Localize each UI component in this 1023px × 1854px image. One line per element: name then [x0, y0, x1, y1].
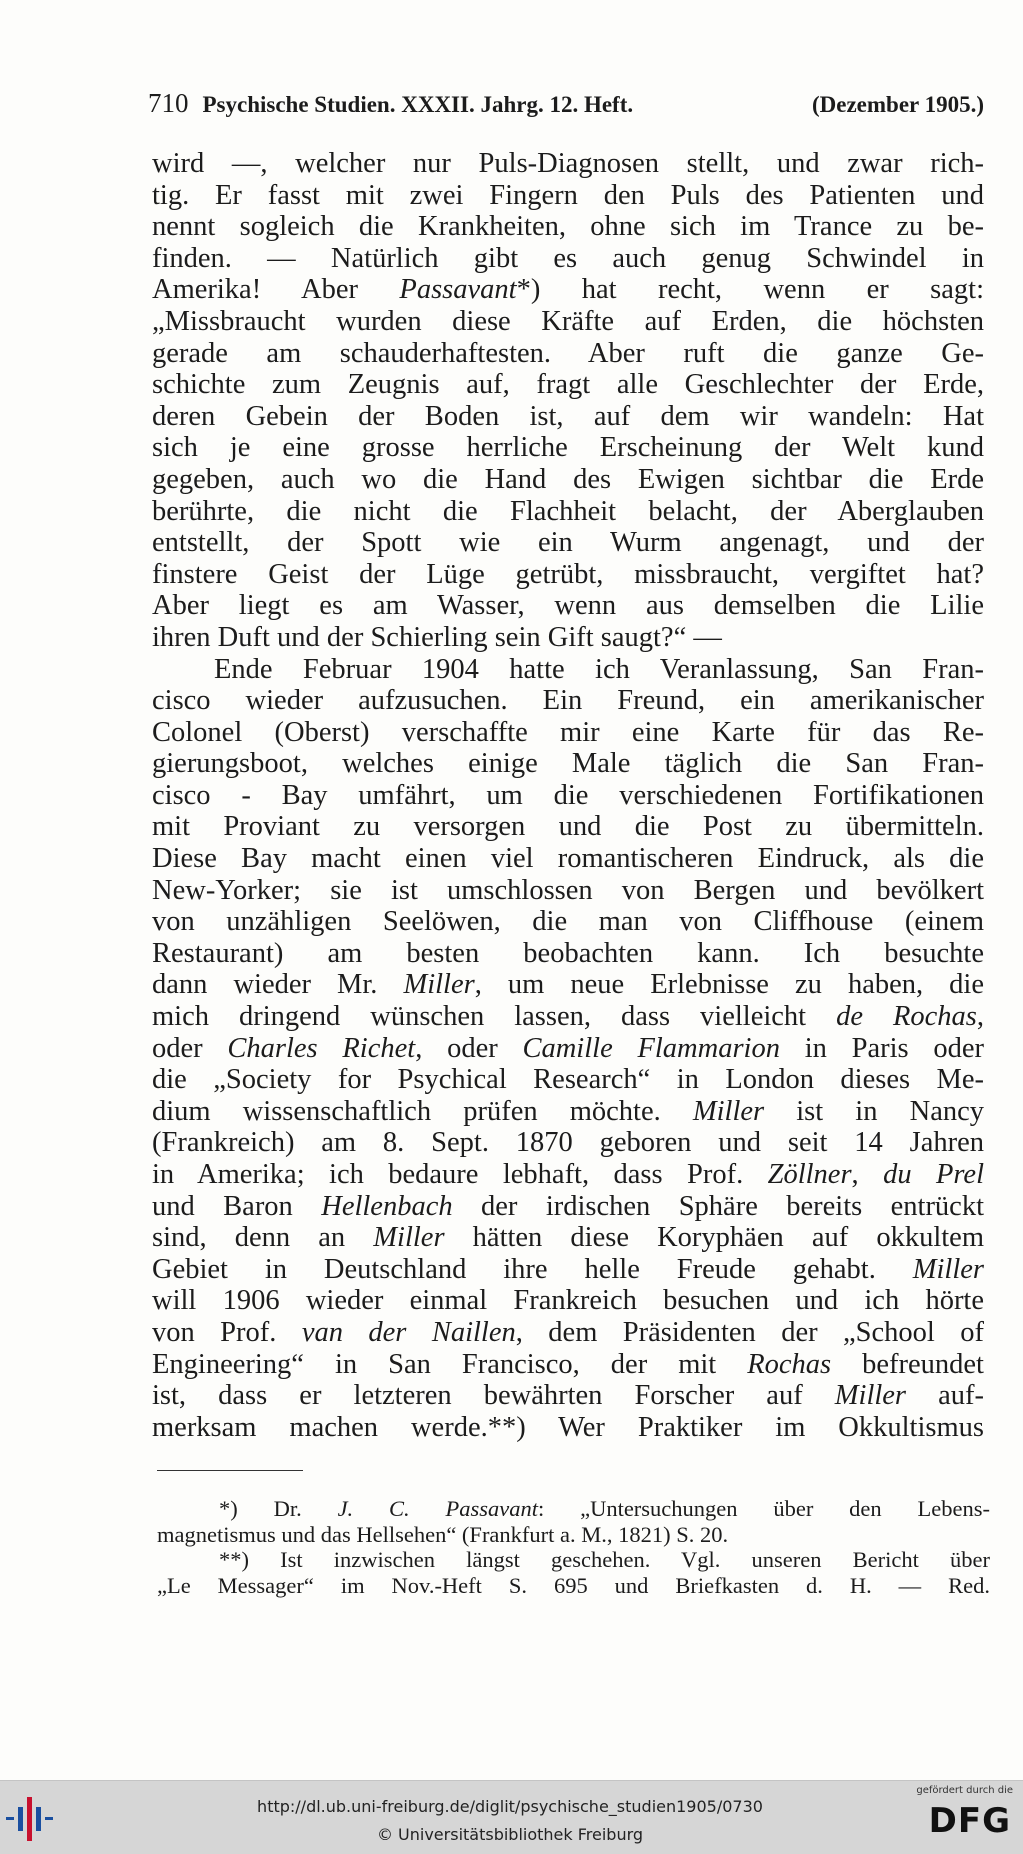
text-segment: *) Dr. — [219, 1496, 338, 1521]
text-line — [152, 1380, 984, 1412]
italic-name: Hellenbach — [321, 1190, 453, 1222]
viewer-footer — [0, 1780, 1023, 1854]
dfg-logo-icon: DFG — [928, 1801, 1011, 1841]
footnote-line — [157, 1496, 990, 1522]
text-line — [152, 1033, 984, 1065]
text-segment: , oder — [415, 1032, 523, 1064]
text-line — [152, 274, 984, 306]
text-line: cisco wieder aufzusuchen. Ein Freund, ein amerikanischer — [152, 685, 984, 717]
text-segment: von Prof. — [152, 1316, 302, 1348]
text-line: gegeben, auch wo die Hand des Ewigen sichtbar die Erde — [152, 463, 984, 495]
library-logo-icon — [4, 1793, 64, 1845]
text-line: cisco - Bay umfährt, um die verschiedenen Fortifikationen — [152, 779, 984, 811]
text-line — [152, 1096, 984, 1128]
italic-name: Miller — [912, 1253, 984, 1285]
footnote-line: **) Ist inzwischen längst geschehen. Vgl. unseren Bericht über — [219, 1547, 990, 1572]
text-segment: ist in Nancy — [764, 1095, 984, 1127]
text-segment: und Baron — [152, 1190, 322, 1222]
text-segment: , um neue Erlebnisse zu haben, die — [474, 969, 984, 1001]
text-segment: : „Untersuchungen über den Lebens- — [537, 1496, 990, 1521]
dfg-caption: gefördert durch die — [916, 1785, 1013, 1796]
text-line — [152, 1159, 984, 1191]
source-url-link[interactable]: http://dl.ub.uni-freiburg.de/diglit/psychische_studien1905/0730 — [257, 1797, 763, 1816]
text-line: deren Gebein der Boden ist, auf dem wir wandeln: Hat — [152, 400, 984, 432]
text-segment: ist, dass er letzteren bewährten Forscher auf — [152, 1380, 835, 1412]
italic-name: Miller — [373, 1222, 445, 1254]
text-line: Colonel (Oberst) verschaffte mir eine Karte für das Re- — [152, 716, 984, 748]
text-segment: dann wieder Mr. — [152, 969, 404, 1001]
text-line: Restaurant) am besten beobachten kann. Ich besuchte — [152, 937, 984, 969]
running-header — [148, 88, 984, 119]
text-line: tig. Er fasst mit zwei Fingern den Puls des Patienten und — [152, 179, 984, 211]
italic-name: Miller — [834, 1380, 907, 1412]
text-segment: Gebiet in Deutschland ihre helle Freude gehabt. — [152, 1253, 913, 1285]
copyright-notice: © Universitätsbibliothek Freiburg — [376, 1825, 644, 1844]
text-line — [152, 1222, 984, 1254]
text-line — [152, 1349, 984, 1381]
footnotes — [157, 1496, 990, 1598]
footnote-line: „Le Messager“ im Nov.-Heft S. 695 und Briefkasten d. H. — Red. — [157, 1572, 990, 1598]
text-segment: in Paris oder — [779, 1032, 984, 1064]
text-line — [152, 1254, 984, 1286]
text-line: finstere Geist der Lüge getrübt, missbraucht, vergiftet hat? — [152, 558, 984, 590]
text-line — [152, 969, 984, 1001]
page-number: 710 — [148, 88, 189, 118]
text-line: mit Proviant zu versorgen und die Post zu übermitteln. — [152, 811, 984, 843]
text-line: die „Society for Psychical Research“ in London dieses Me- — [152, 1064, 984, 1096]
text-line: Diese Bay macht einen viel romantischeren Eindruck, als die — [152, 843, 984, 875]
text-segment: Amerika! Aber — [152, 274, 400, 306]
text-line: ihren Duft und der Schierling sein Gift saugt?“ — — [152, 621, 722, 653]
text-segment: *) hat recht, wenn er sagt: — [516, 274, 984, 306]
text-line: finden. — Natürlich gibt es auch genug Schwindel in — [152, 242, 984, 274]
italic-name: de Rochas — [836, 1001, 977, 1033]
text-line: „Missbraucht wurden diese Kräfte auf Erden, die höchsten — [152, 305, 984, 337]
text-line: will 1906 wieder einmal Frankreich besuchen und ich hörte — [152, 1285, 984, 1317]
italic-name: Miller — [692, 1095, 765, 1127]
italic-name: J. C. Passavant — [337, 1496, 538, 1521]
text-line: Ende Februar 1904 hatte ich Veranlassung, San Fran- — [214, 653, 984, 685]
italic-name: Miller — [403, 969, 475, 1001]
text-segment: befreundet — [831, 1348, 984, 1380]
text-line — [152, 1191, 984, 1223]
footnote-rule — [157, 1470, 303, 1471]
text-line: berührte, die nicht die Flachheit belacht, der Aberglauben — [152, 495, 984, 527]
italic-name: Zöllner — [767, 1159, 852, 1190]
text-segment: der irdischen Sphäre bereits entrückt — [452, 1190, 984, 1222]
italic-name: Charles Richet — [227, 1032, 416, 1064]
text-line: merksam machen werde.**) Wer Praktiker im Okkultismus — [152, 1411, 984, 1443]
text-line: von unzähligen Seelöwen, die man von Cliffhouse (einem — [152, 906, 984, 938]
text-line: gierungsboot, welches einige Male täglich die San Fran- — [152, 748, 984, 780]
text-segment: in Amerika; ich bedaure lebhaft, dass Prof. — [152, 1159, 768, 1190]
text-line — [152, 1001, 984, 1033]
text-segment: Engineering“ in San Francisco, der mit — [152, 1348, 748, 1380]
text-segment: dium wissenschaftlich prüfen möchte. — [152, 1095, 693, 1127]
text-line: gerade am schauderhaftesten. Aber ruft die ganze Ge- — [152, 337, 984, 369]
text-segment: oder — [152, 1032, 228, 1064]
italic-name: Passavant — [399, 274, 517, 306]
text-line — [152, 1317, 984, 1349]
footnote-line: magnetismus und das Hellsehen“ (Frankfurt a. M., 1821) S. 20. — [157, 1521, 729, 1547]
text-segment: , — [976, 1001, 984, 1033]
text-line: Aber liegt es am Wasser, wenn aus demselben die Lilie — [152, 590, 984, 622]
text-line: nennt sogleich die Krankheiten, ohne sich im Trance zu be- — [152, 211, 984, 243]
journal-title: Psychische Studien. XXXII. Jahrg. 12. Heft. — [202, 92, 634, 117]
text-line: entstellt, der Spott wie ein Wurm angenagt, und der — [152, 527, 984, 559]
text-segment: hätten diese Koryphäen auf okkultem — [444, 1222, 984, 1254]
italic-name: van der Naillen — [301, 1316, 516, 1348]
text-line: schichte zum Zeugnis auf, fragt alle Geschlechter der Erde, — [152, 369, 984, 401]
text-segment: mich dringend wünschen lassen, dass vielleicht — [152, 1001, 837, 1033]
text-line: (Frankreich) am 8. Sept. 1870 geboren und seit 14 Jahren — [152, 1127, 984, 1159]
italic-name: Rochas — [747, 1348, 832, 1380]
text-line: wird —, welcher nur Puls-Diagnosen stellt, und zwar rich- — [152, 148, 984, 179]
italic-name: du Prel — [883, 1159, 984, 1190]
text-segment: sind, denn an — [152, 1222, 374, 1254]
text-line: New-Yorker; sie ist umschlossen von Bergen und bevölkert — [152, 874, 984, 906]
text-segment: auf- — [906, 1380, 984, 1412]
issue-date: (Dezember 1905.) — [811, 92, 984, 117]
text-segment: , — [851, 1159, 884, 1190]
text-line: sich je eine grosse herrliche Erscheinung der Welt kund — [152, 432, 984, 464]
italic-name: Camille Flammarion — [522, 1032, 780, 1064]
text-segment: , dem Präsidenten der „School of — [515, 1316, 984, 1348]
body-text — [152, 148, 984, 1443]
